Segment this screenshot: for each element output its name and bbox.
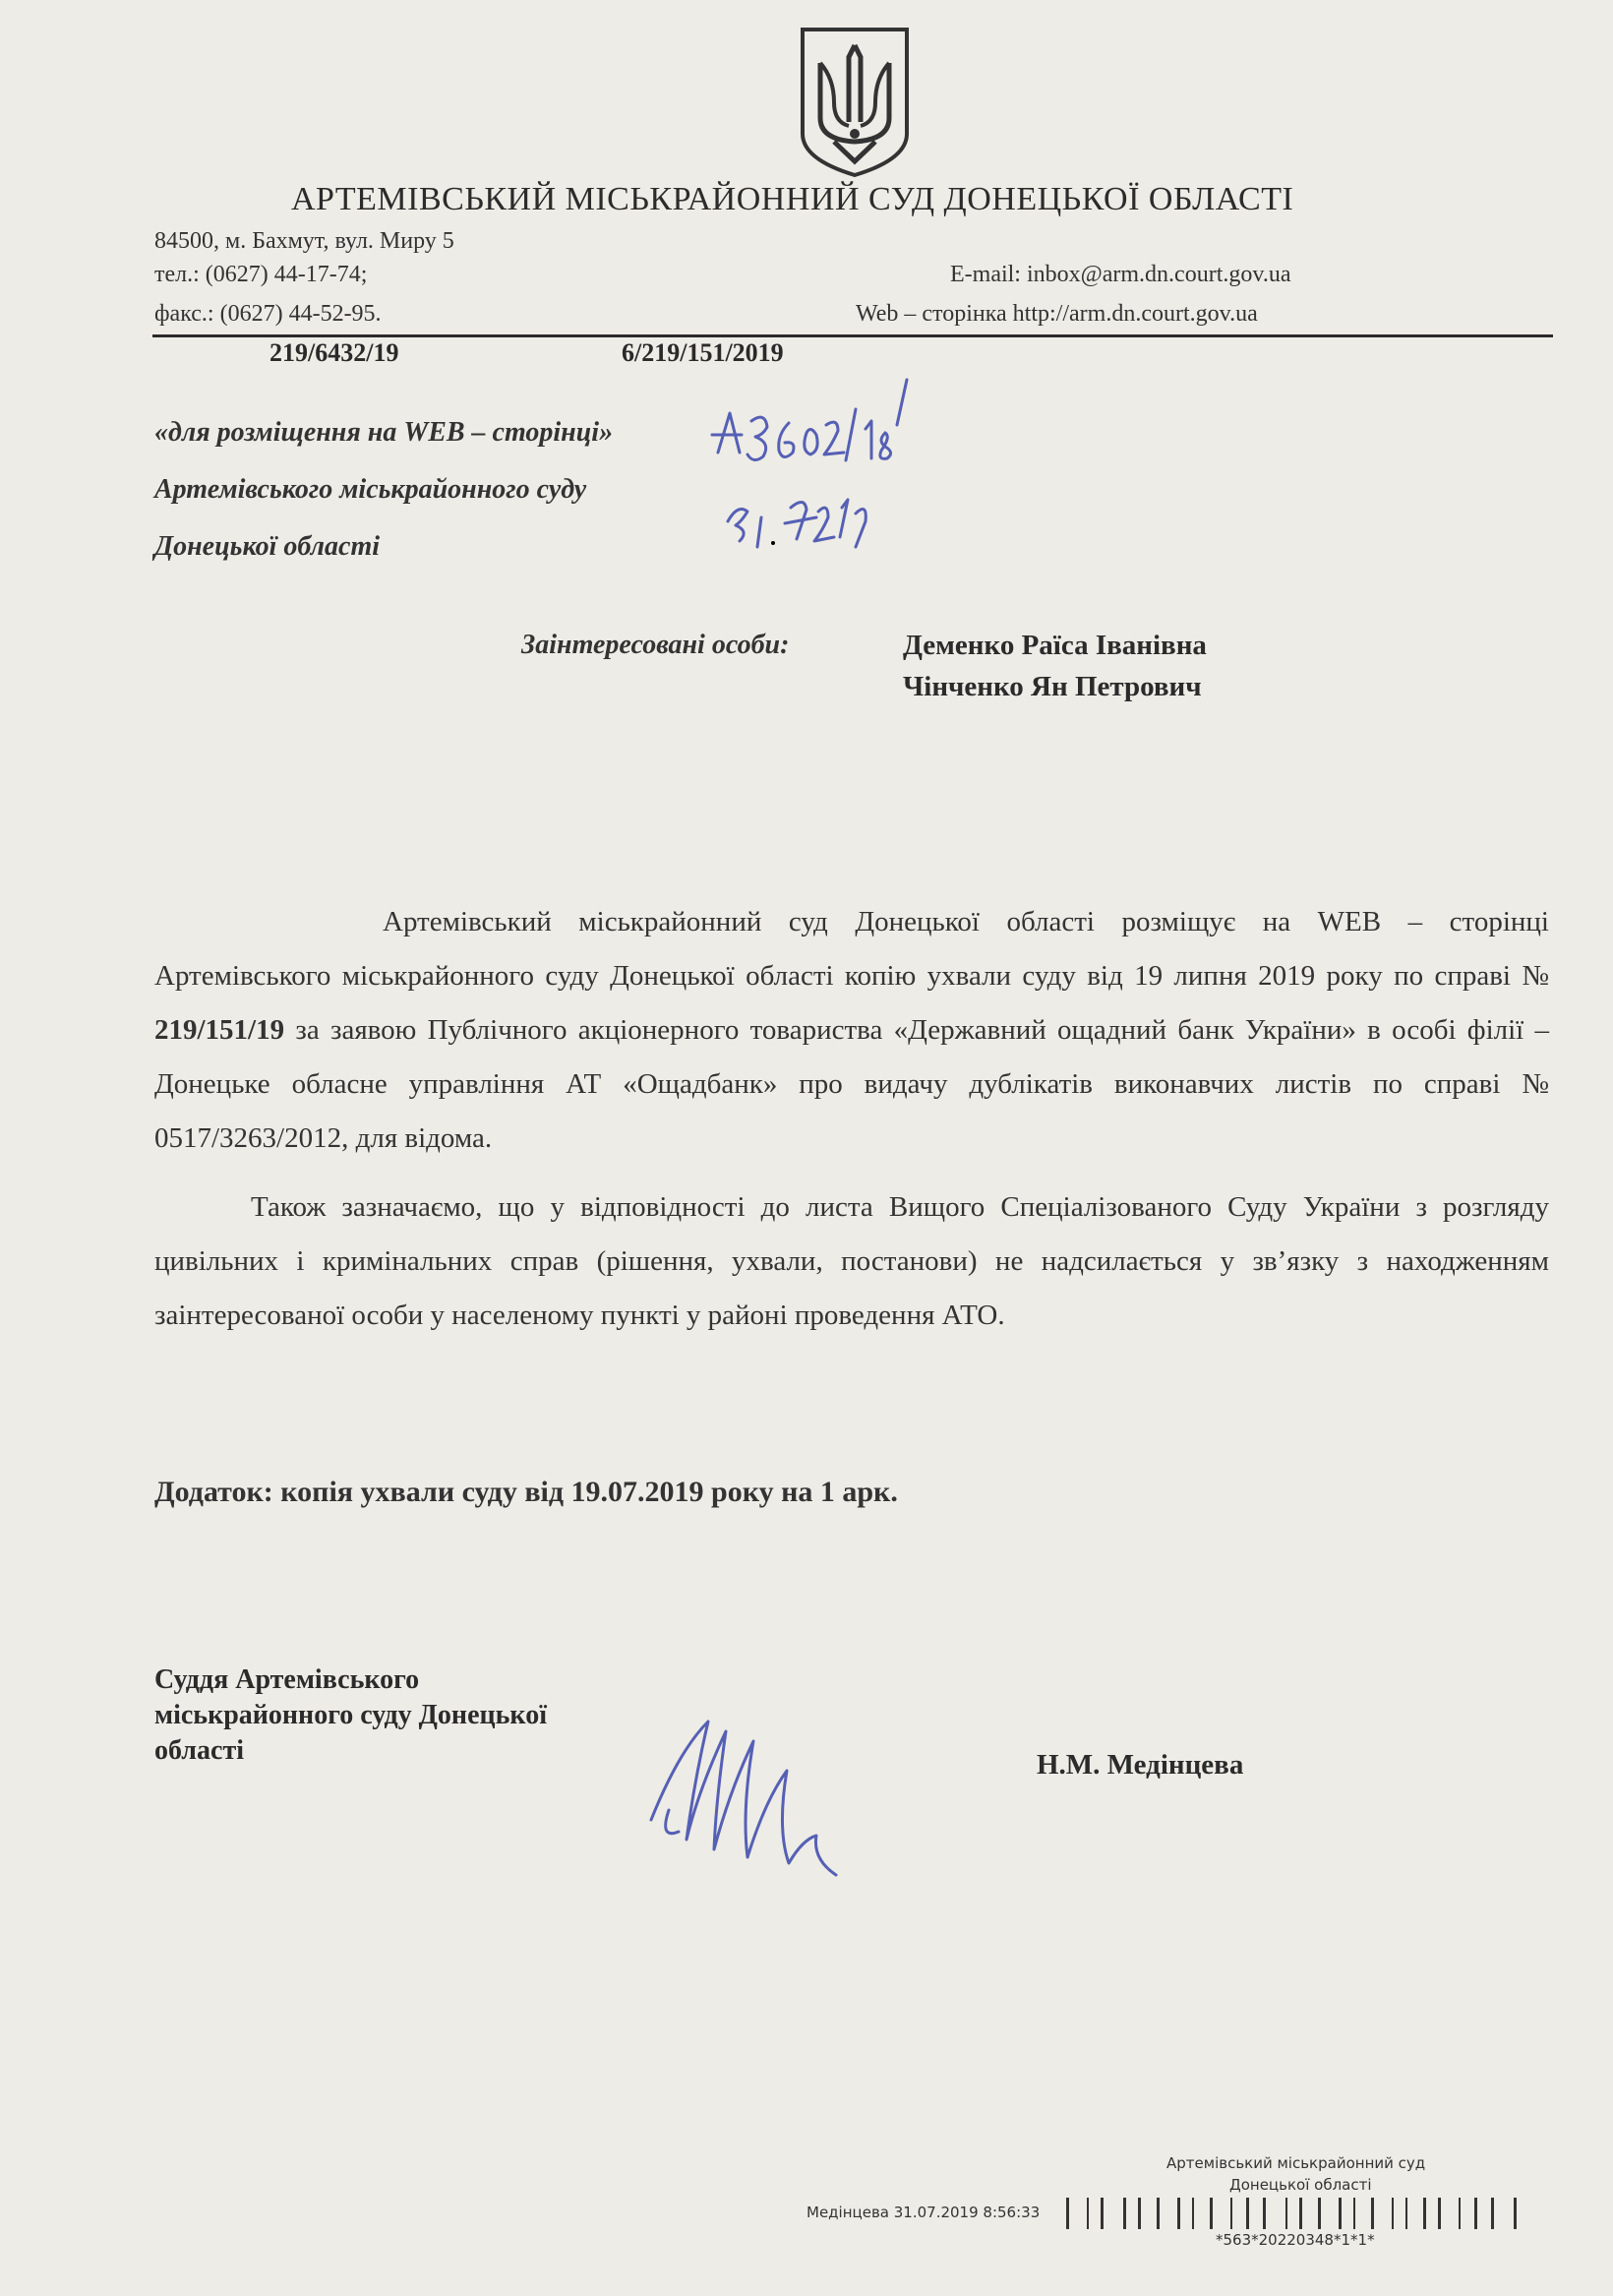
barcode-bar [1405, 2198, 1407, 2229]
barcode-bar [1101, 2198, 1104, 2229]
interested-person-1: Деменко Раїса Іванівна [903, 630, 1207, 661]
barcode-bar [1474, 2198, 1477, 2229]
stamp-court-line-2: Донецької області [1229, 2176, 1372, 2194]
barcode-bar [1339, 2198, 1342, 2229]
court-website: Web – сторінка http://arm.dn.court.gov.ua [856, 301, 1258, 327]
barcode-bar [1157, 2198, 1160, 2229]
barcode-bar [1423, 2198, 1426, 2229]
court-name: АРТЕМІВСЬКИЙ МІСЬКРАЙОННИЙ СУД ДОНЕЦЬКОЇ ОБЛАСТІ [291, 181, 1294, 217]
barcode-bar [1491, 2198, 1494, 2229]
interested-person-2: Чінченко Ян Петрович [903, 671, 1202, 702]
barcode-bar [1263, 2198, 1266, 2229]
barcode-bar [1138, 2198, 1141, 2229]
stamp-registration: Медінцева 31.07.2019 8:56:33 [806, 2204, 1041, 2221]
barcode-bar [1299, 2198, 1302, 2229]
appendix-line: Додаток: копія ухвали суду від 19.07.2019 року на 1 арк. [154, 1476, 898, 1508]
barcode-bar [1392, 2198, 1394, 2229]
body-paragraph-1-end: за заявою Публічного акціонерного товариства «Державний ощадний банк України» в особі філії – Донецьке обласне управління АТ «Ощадбанк» про видачу дублікатів виконавчих листів по справі № 0517/3263/2012, для відома. [154, 1014, 1549, 1154]
barcode-bar [1066, 2198, 1069, 2229]
addressee-line-1: «для розміщення на WEB – сторінці» [154, 417, 614, 448]
judge-signature [639, 1692, 856, 1889]
case-number: 6/219/151/2019 [622, 338, 784, 367]
barcode-bar [1318, 2198, 1321, 2229]
barcode-bar [1177, 2198, 1180, 2229]
court-address: 84500, м. Бахмут, вул. Миру 5 [154, 228, 454, 254]
court-phone: тел.: (0627) 44-17-74; [154, 262, 368, 287]
barcode-bar [1192, 2198, 1194, 2229]
judge-name: Н.М. Медінцева [1037, 1749, 1244, 1781]
addressee-line-2: Артемівського міськрайонного суду [154, 474, 587, 505]
body-paragraph-1 [154, 895, 1549, 1166]
barcode-bar [1123, 2198, 1126, 2229]
body-case-number: 219/151/19 [154, 1014, 285, 1046]
body-paragraph-1-start: Артемівський міськрайонний суд Донецької області розміщує на WEB – сторінці Артемівського міськрайонного суду Донецької області копію ухвали суду від 19 липня 2019 року по справі № [154, 906, 1549, 992]
barcode-bar [1353, 2198, 1355, 2229]
barcode-bar [1210, 2198, 1213, 2229]
barcode-bar [1246, 2198, 1249, 2229]
stamp-court-line-1: Артемівський міськрайонний суд [1166, 2154, 1426, 2172]
barcode-bar [1087, 2198, 1089, 2229]
barcode-bar [1285, 2198, 1287, 2229]
barcode-bar [1230, 2198, 1232, 2229]
registration-barcode [1066, 2196, 1546, 2231]
barcode-bar [1459, 2198, 1461, 2229]
trident-emblem-icon [795, 24, 915, 179]
outgoing-number: 219/6432/19 [269, 338, 399, 367]
interested-persons-label: Заінтересовані особи: [521, 630, 790, 660]
body-paragraph-2: Також зазначаємо, що у відповідності до листа Вищого Спеціалізованого Суду України з розгляду цивільних і кримінальних справ (рішення, ухвали, постанови) не надсилається у зв’язку з находженням заінтересованої особи у населеному пункті у районі проведення АТО. [154, 1191, 1549, 1331]
judge-position: Суддя Артемівського міськрайонного суду Донецької області [154, 1664, 547, 1766]
header-divider [152, 334, 1553, 337]
court-email: E-mail: inbox@arm.dn.court.gov.ua [950, 262, 1291, 287]
barcode-bar [1438, 2198, 1441, 2229]
court-fax: факс.: (0627) 44-52-95. [154, 301, 382, 327]
barcode-bar [1371, 2198, 1374, 2229]
barcode-text: *563*20220348*1*1* [1216, 2231, 1375, 2249]
barcode-bar [1514, 2198, 1517, 2229]
addressee-line-3: Донецької області [154, 531, 381, 562]
handwritten-registration [708, 374, 934, 561]
